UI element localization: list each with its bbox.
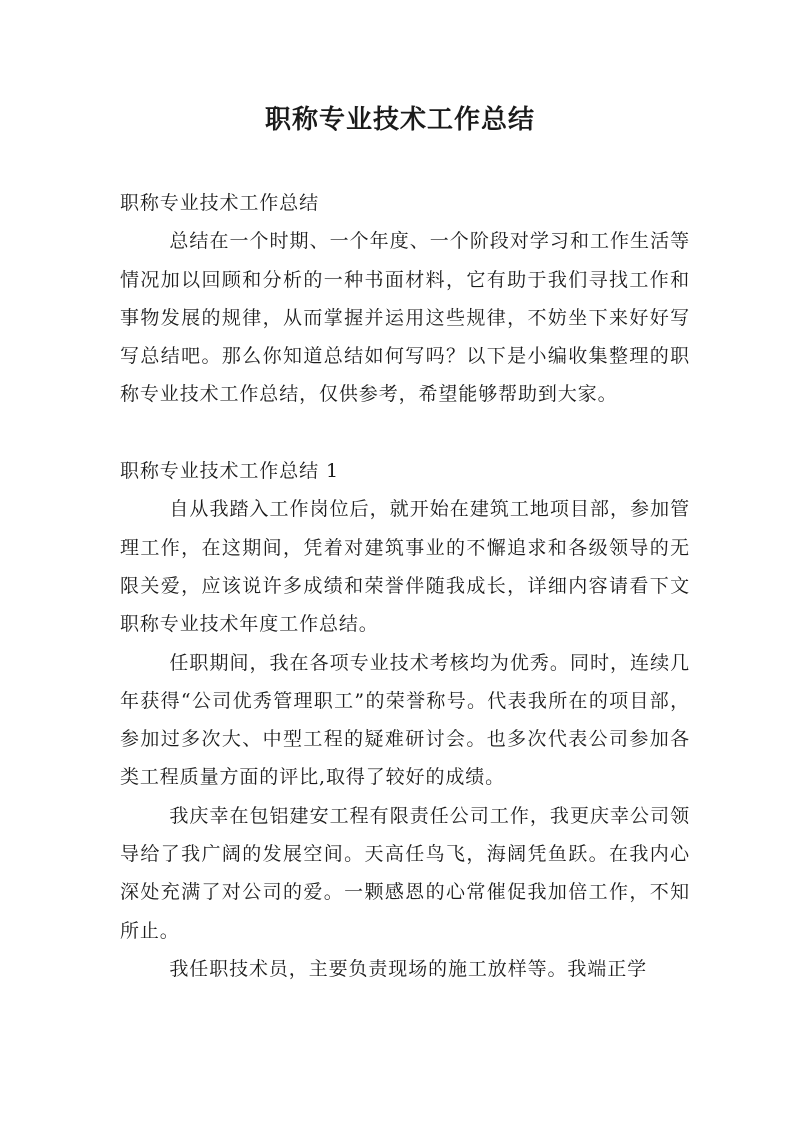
document-body (120, 184, 690, 988)
body-paragraph: 我任职技术员，主要负责现场的施工放样等。我端正学 (169, 957, 647, 980)
paragraph-spacer (120, 414, 690, 452)
body-paragraph: 我庆幸在包铝建安工程有限责任公司工作，我更庆幸公司领导给了我广阔的发展空间。天高任鸟飞，海阔凭鱼跃。在我内心深处充满了对公司的爱。一颗感恩的心常催促我加倍工作，不知所止。 (120, 804, 690, 942)
document-title: 职称专业技术工作总结 (264, 105, 535, 135)
document-subtitle: 职称专业技术工作总结 (120, 192, 320, 214)
body-paragraph: 任职期间，我在各项专业技术考核均为优秀。同时，连续几年获得“公司优秀管理职工”的荣誉称号。代表我所在的项目部，参加过多次大、中型工程的疑难研讨会。也多次代表公司参加各类工程质量方面的评比,取得了较好的成绩。 (120, 651, 690, 789)
body-paragraph: 自从我踏入工作岗位后，就开始在建筑工地项目部，参加管理工作，在这期间，凭着对建筑事业的不懈追求和各级领导的无限关爱，应该说许多成绩和荣誉伴随我成长，详细内容请看下文职称专业技术年度工作总结。 (120, 498, 690, 636)
section-heading: 职称专业技术工作总结 1 (120, 460, 339, 483)
intro-paragraph: 总结在一个时期、一个年度、一个阶段对学习和工作生活等情况加以回顾和分析的一种书面材料，它有助于我们寻找工作和事物发展的规律，从而掌握并运用这些规律，不妨坐下来好好写写总结吧。那么你知道总结如何写吗？以下是小编收集整理的职称专业技术工作总结，仅供参考，希望能够帮助到大家。 (120, 230, 690, 406)
